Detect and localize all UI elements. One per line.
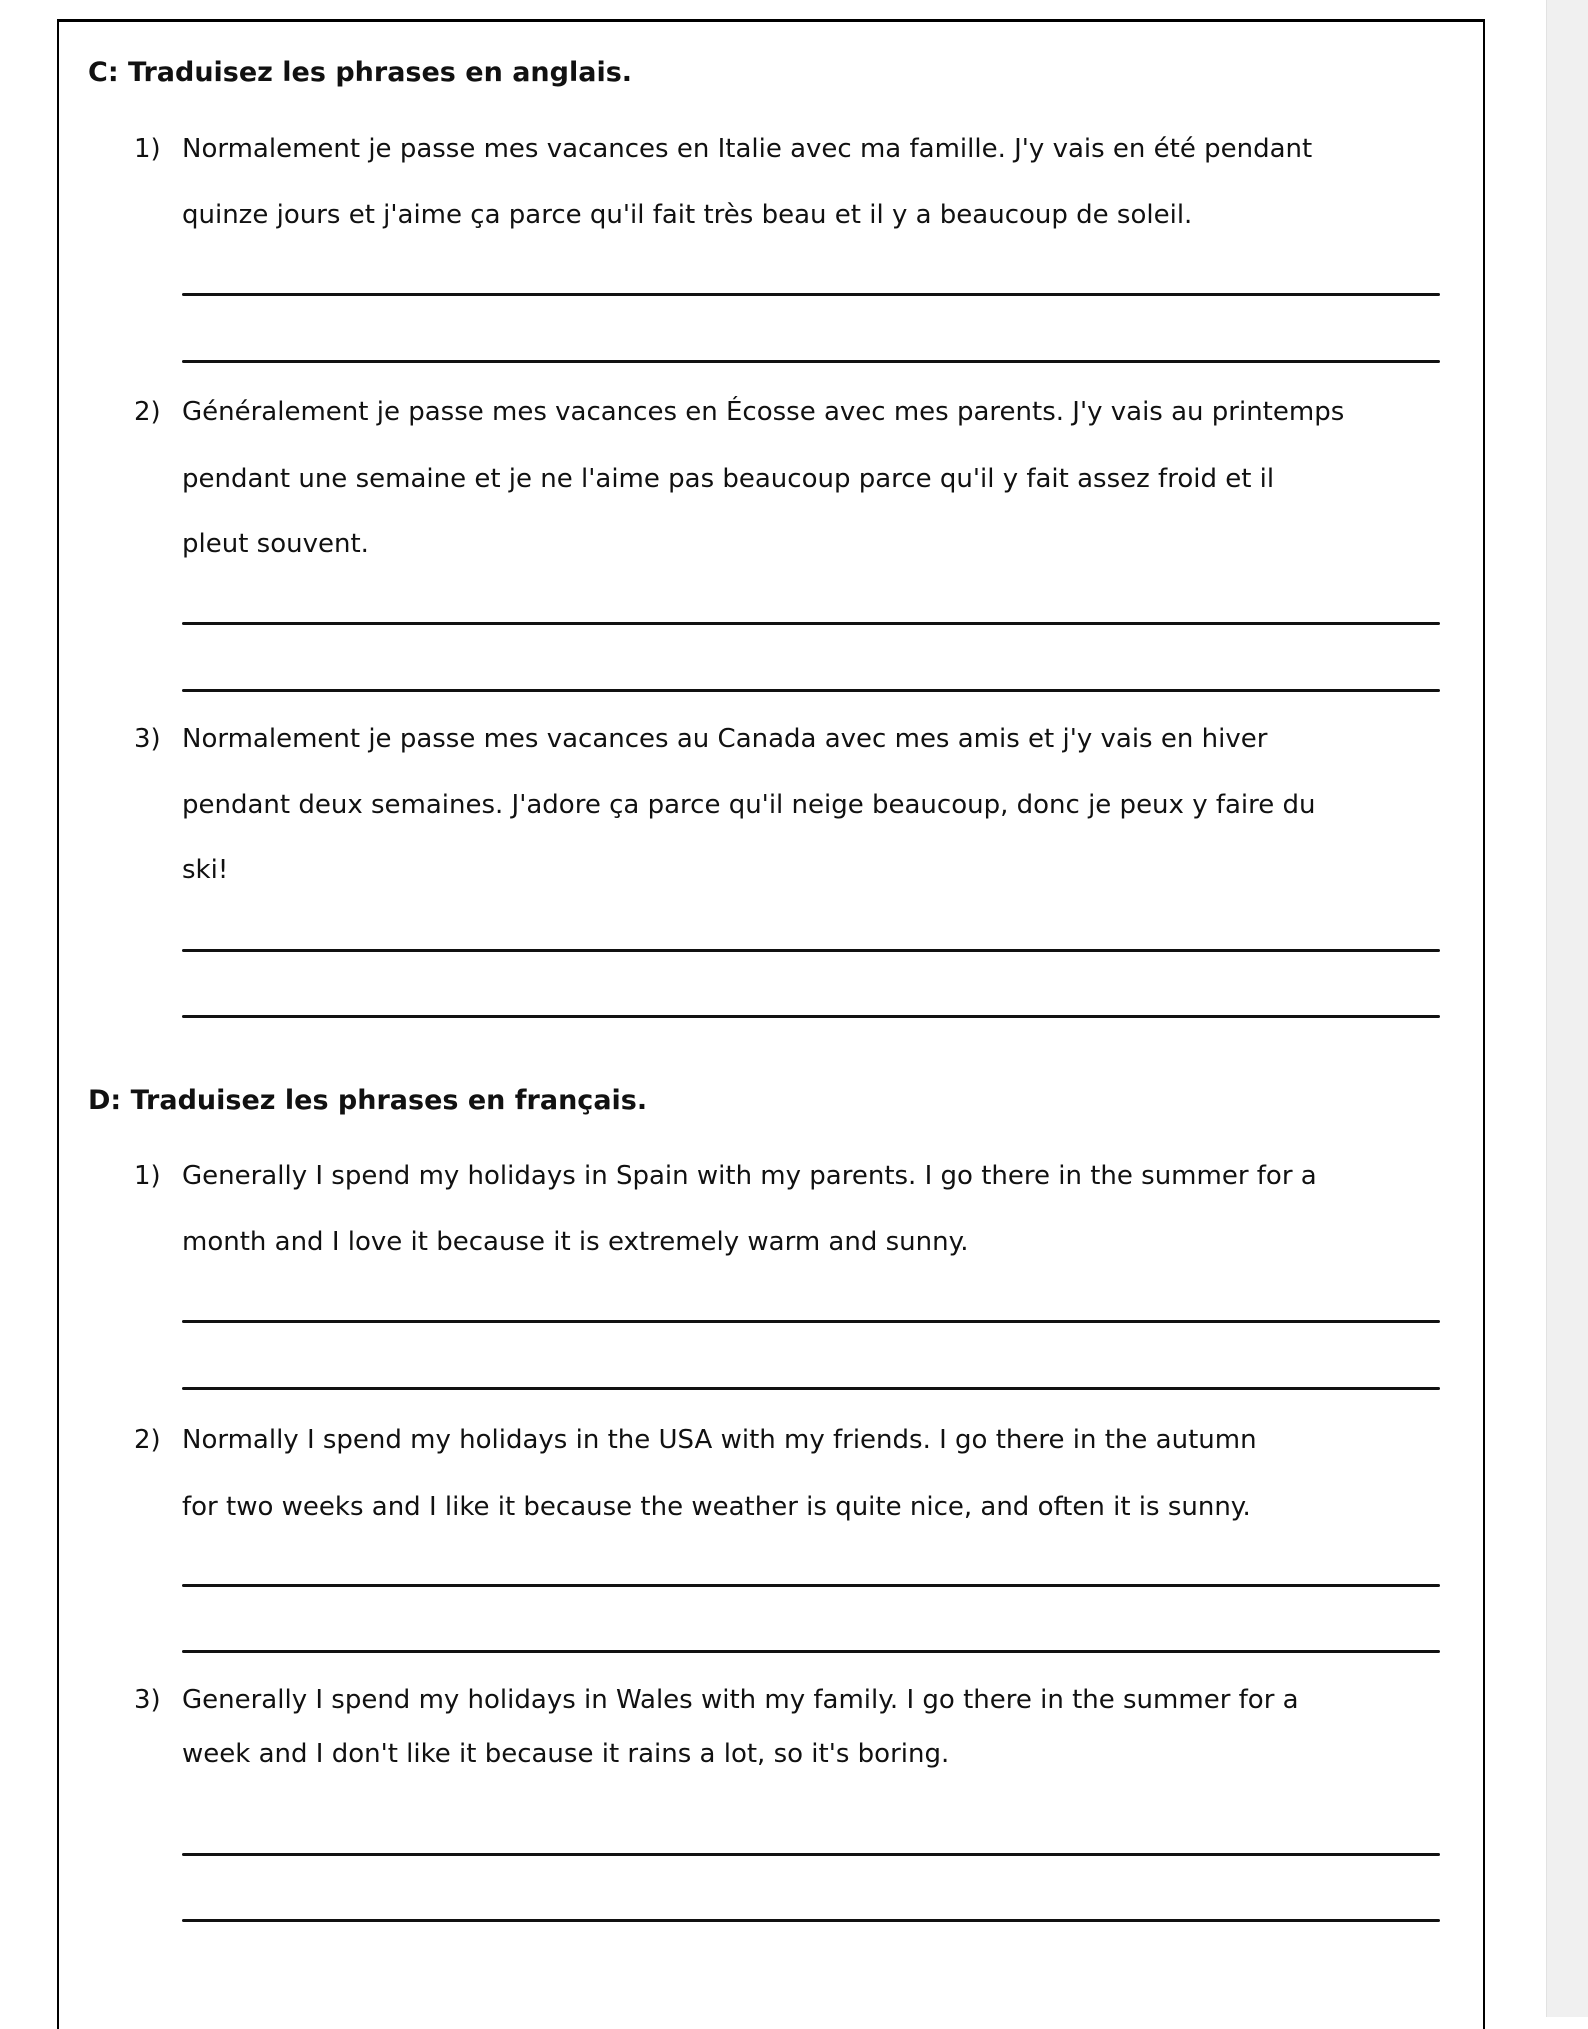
answer-line[interactable] [182, 689, 1440, 692]
answer-line[interactable] [182, 360, 1440, 363]
answer-line[interactable] [182, 1320, 1440, 1323]
item-text: for two weeks and I like it because the weather is quite nice, and often it is sunny. [182, 1492, 1251, 1522]
item-text: Généralement je passe mes vacances en Écosse avec mes parents. J'y vais au printemps [182, 397, 1345, 427]
item-text: quinze jours et j'aime ça parce qu'il fait très beau et il y a beaucoup de soleil. [182, 200, 1193, 230]
item-number: 1) [134, 134, 161, 164]
item-text: Generally I spend my holidays in Spain with my parents. I go there in the summer for a [182, 1161, 1317, 1191]
section-title: C: Traduisez les phrases en anglais. [88, 57, 633, 88]
item-text: week and I don't like it because it rains a lot, so it's boring. [182, 1739, 950, 1769]
item-text: Generally I spend my holidays in Wales with my family. I go there in the summer for a [182, 1685, 1299, 1715]
item-number: 3) [134, 1685, 161, 1715]
answer-line[interactable] [182, 622, 1440, 625]
item-number: 2) [134, 1425, 161, 1455]
answer-line[interactable] [182, 1919, 1440, 1922]
answer-line[interactable] [182, 1015, 1440, 1018]
item-text: Normally I spend my holidays in the USA with my friends. I go there in the autumn [182, 1425, 1257, 1455]
item-text: pendant une semaine et je ne l'aime pas beaucoup parce qu'il y fait assez froid et il [182, 464, 1275, 494]
item-text: Normalement je passe mes vacances en Italie avec ma famille. J'y vais en été pendant [182, 134, 1313, 164]
item-text: ski! [182, 855, 229, 885]
item-number: 3) [134, 724, 161, 754]
section-title: D: Traduisez les phrases en français. [88, 1085, 648, 1116]
answer-line[interactable] [182, 1853, 1440, 1856]
item-text: pendant deux semaines. J'adore ça parce qu'il neige beaucoup, donc je peux y faire du [182, 790, 1316, 820]
answer-line[interactable] [182, 1650, 1440, 1653]
item-text: month and I love it because it is extremely warm and sunny. [182, 1227, 969, 1257]
item-number: 1) [134, 1161, 161, 1191]
item-text: Normalement je passe mes vacances au Canada avec mes amis et j'y vais en hiver [182, 724, 1268, 754]
scrollbar[interactable] [1546, 0, 1588, 2017]
answer-line[interactable] [182, 949, 1440, 952]
answer-line[interactable] [182, 293, 1440, 296]
worksheet-border [57, 19, 1485, 2029]
answer-line[interactable] [182, 1387, 1440, 1390]
item-text: pleut souvent. [182, 529, 369, 559]
item-number: 2) [134, 397, 161, 427]
answer-line[interactable] [182, 1584, 1440, 1587]
